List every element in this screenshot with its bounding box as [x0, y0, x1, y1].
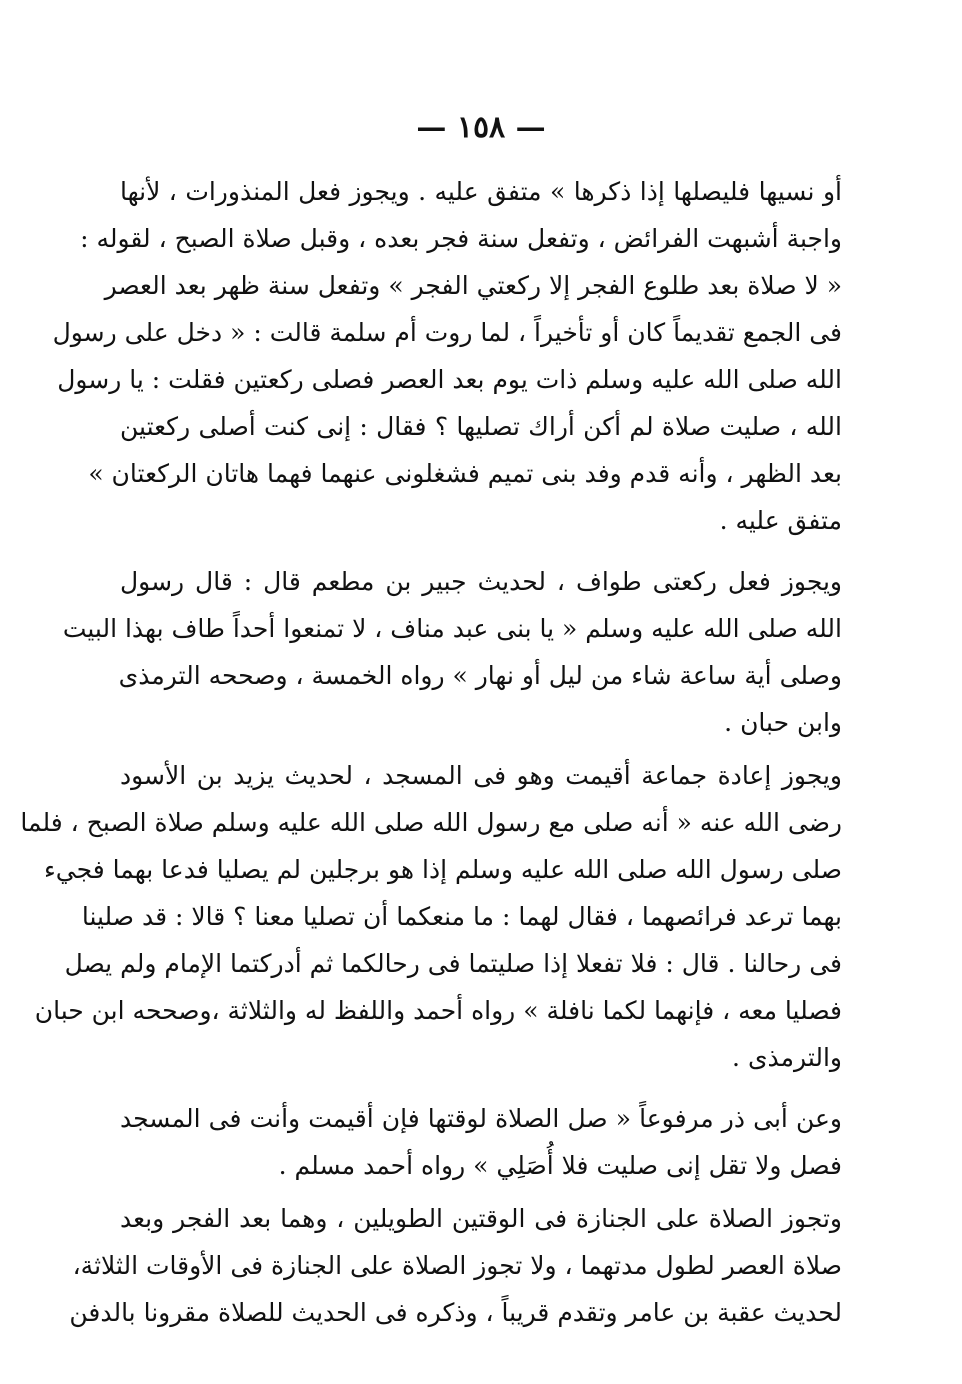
- paragraph: [120, 1095, 842, 1189]
- text-line: بهما ترعد فرائصهما ، فقال لهما : ما منعكما أن تصليا معنا ؟ قالا : قد صلينا: [81, 902, 842, 931]
- text-line: وصلى أية ساعة شاء من ليل أو نهار » رواه الخمسة ، وصححه الترمذى: [118, 661, 842, 690]
- text-line: وعن أبى ذر مرفوعاً « صل الصلاة لوقتها فإن أقيمت وأنت فى المسجد: [120, 1104, 842, 1133]
- text-line: صلى رسول الله صلى الله عليه وسلم إذا هو برجلين لم يصليا فدعا بهما فجيء: [44, 855, 842, 884]
- text-line: أو نسيها فليصلها إذا ذكرها » متفق عليه . ويجوز فعل المنذورات ، لأنها: [120, 177, 842, 206]
- text-line: فصل ولا تقل إنى صليت فلا أُصَلِي » رواه أحمد مسلم .: [278, 1151, 842, 1180]
- text-line: فى رحالنا . قال : فلا تفعلا إذا صليتما فى رحالكما ثم أدركتما الإمام ولم يصل: [64, 949, 842, 978]
- text-line: فصليا معه ، فإنهما لكما نافلة » رواه أحمد واللفظ له والثلاثة ،وصححه ابن حبان: [34, 996, 842, 1025]
- text-line: ويجوز فعل ركعتى طواف ، لحديث جبير بن مطعم قال : قال رسول: [120, 567, 842, 596]
- text-line: متفق عليه .: [719, 506, 842, 535]
- text-line: لحديث عقبة بن عامر وتقدم قريباً ، وذكره فى الحديث للصلاة مقرونا بالدفن: [69, 1298, 842, 1327]
- paragraph: [20, 752, 842, 1081]
- text-line: الله صلى الله عليه وسلم « يا بنى عبد مناف ، لا تمنعوا أحداً طاف بهذا البيت: [62, 614, 842, 643]
- page-number: — ١٥٨ —: [416, 110, 546, 145]
- text-line: واجبة أشبهت الفرائض ، وتفعل سنة فجر بعده ، وقبل صلاة الصبح ، لقوله :: [80, 224, 842, 253]
- paragraph: [52, 168, 842, 544]
- text-line: صلاة العصر لطول مدتهما ، ولا تجوز الصلاة على الجنازة فى الأوقات الثلاثة،: [72, 1251, 842, 1280]
- paragraph-gap: [120, 544, 842, 558]
- text-line: « لا صلاة بعد طلوع الفجر إلا ركعتي الفجر » وتفعل سنة ظهر بعد العصر: [104, 271, 842, 300]
- paragraph-gap: [120, 1081, 842, 1095]
- body-text: [20, 168, 842, 1336]
- text-line: رضى الله عنه « أنه صلى مع رسول الله صلى الله عليه وسلم صلاة الصبح ، فلما: [20, 808, 842, 837]
- paragraph: [69, 1195, 842, 1336]
- text-line: وابن حبان .: [724, 708, 842, 737]
- text-line: وتجوز الصلاة على الجنازة فى الوقتين الطويلين ، وهما بعد الفجر وبعد: [120, 1204, 842, 1233]
- text-line: الله ، صليت صلاة لم أكن أراك تصليها ؟ فقال : إنى كنت أصلى ركعتين: [120, 412, 842, 441]
- text-line: ويجوز إعادة جماعة أقيمت وهو فى المسجد ، لحديث يزيد بن الأسود: [120, 761, 842, 790]
- paragraph: [62, 558, 842, 746]
- text-line: الله صلى الله عليه وسلم ذات يوم بعد العصر فصلى ركعتين فقلت : يا رسول: [57, 365, 842, 394]
- text-line: فى الجمع تقديماً كان أو تأخيراً ، لما روت أم سلمة قالت : « دخل على رسول: [52, 318, 842, 347]
- text-line: بعد الظهر ، وأنه قدم وفد بنى تميم فشغلونى عنهما فهما هاتان الركعتان »: [88, 459, 842, 488]
- text-line: والترمذى .: [732, 1043, 842, 1072]
